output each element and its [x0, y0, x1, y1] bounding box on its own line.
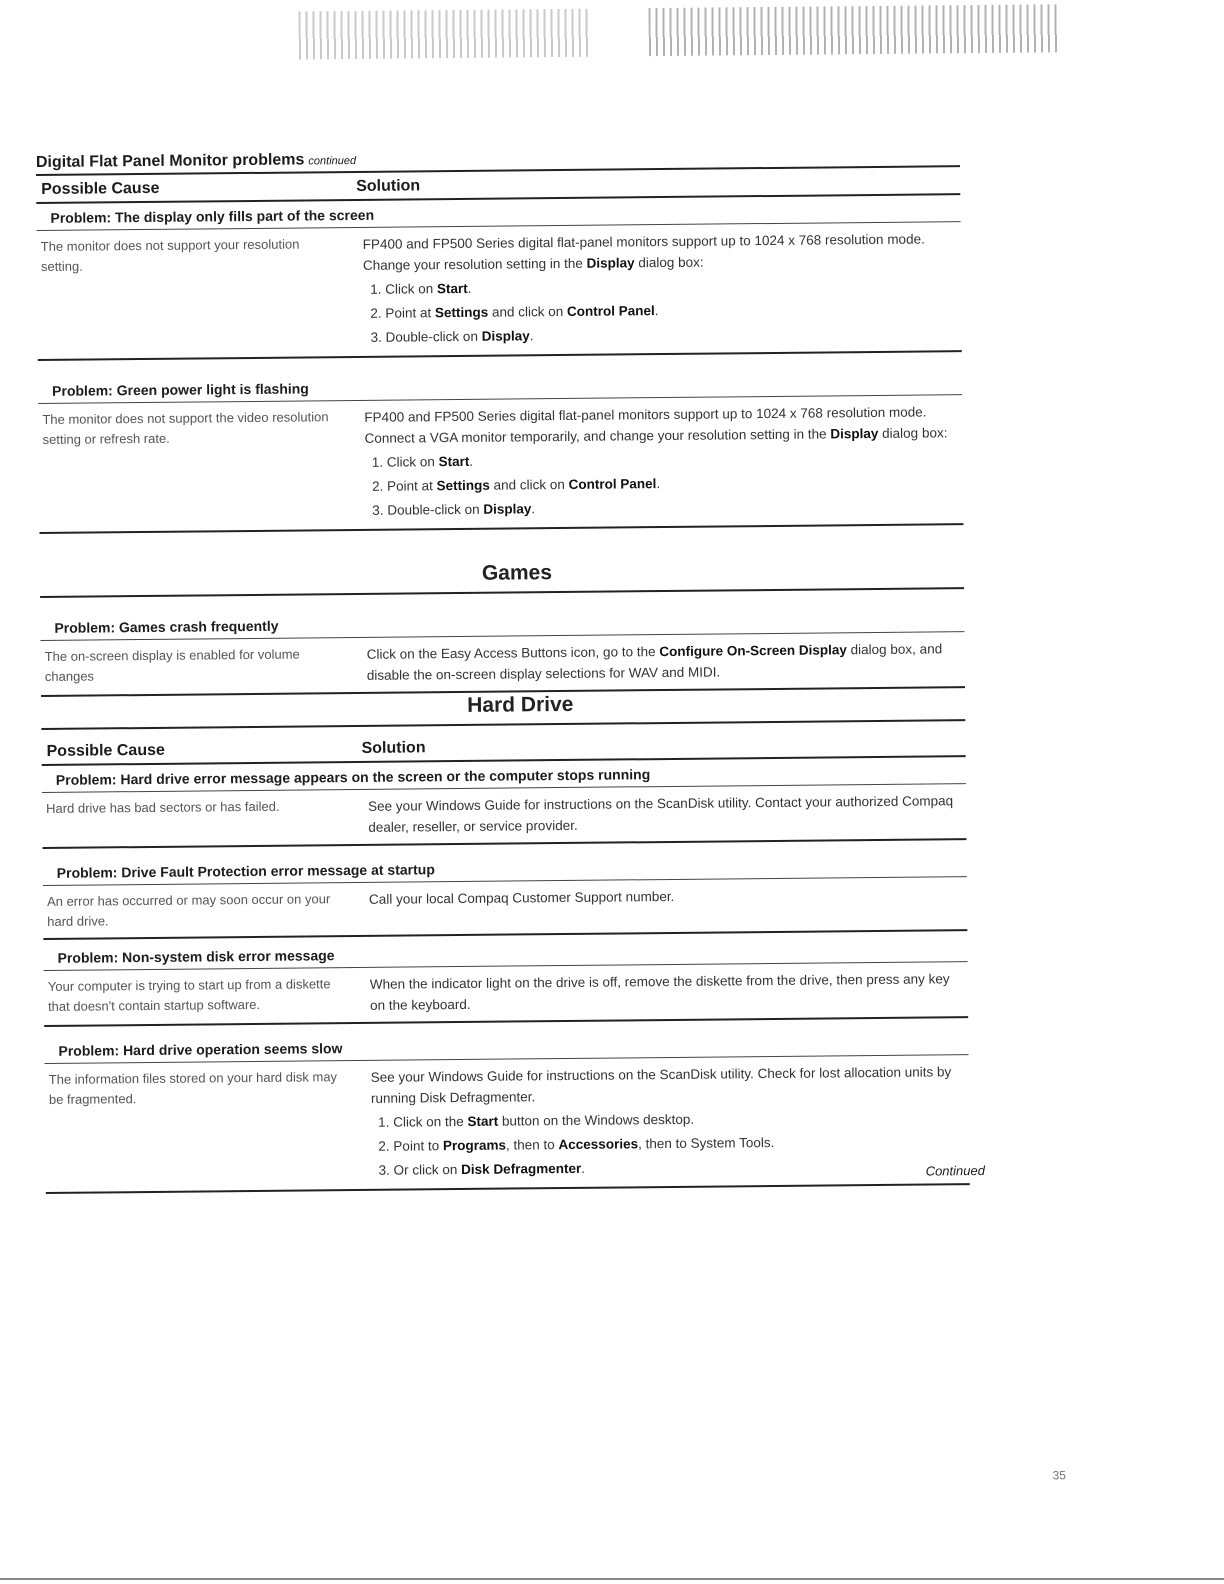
scan-noise — [648, 4, 1058, 56]
table-row — [42, 783, 967, 849]
list-item: 2. Point to Programs, then to Accessories, then to System Tools. — [393, 1129, 969, 1159]
monitor-section — [36, 141, 964, 534]
solution-text: See your Windows Guide for instructions on the ScanDisk utility. Contact your authorized Compaq dealer, reseller, or service provider. — [368, 793, 954, 835]
problem-heading: Problem: Drive Fault Protection error message at startup — [56, 861, 435, 881]
table-row — [38, 394, 963, 534]
problem-heading: Problem: Non-system disk error message — [57, 947, 335, 966]
hard-drive-section — [41, 729, 969, 1194]
table-row — [43, 876, 967, 940]
cause-text: Hard drive has bad sectors or has failed. — [46, 798, 280, 816]
solution-text: Click on the Easy Access Buttons icon, go to the Configure On-Screen Display dialog box, and disable the on-screen display selections for WAV and MIDI. — [366, 641, 943, 683]
divider — [41, 719, 965, 730]
column-header-solution: Solution — [356, 177, 421, 195]
cause-text: The on-screen display is enabled for volume changes — [44, 646, 300, 684]
continued-note: Continued — [925, 1162, 986, 1179]
divider — [40, 587, 964, 598]
list-item: 1. Click on the Start button on the Windows desktop. — [393, 1105, 969, 1135]
table-row — [37, 221, 962, 361]
page-number: 35 — [1052, 1468, 1067, 1483]
list-item: 3. Or click on Disk Defragmenter. — [394, 1153, 970, 1183]
column-header-cause: Possible Cause — [41, 179, 160, 198]
solution-steps — [363, 272, 962, 350]
solution-text: See your Windows Guide for instructions on the ScanDisk utility. Check for lost allocation units by running Disk Defragmenter. 1. Click on the Start button on the Windows desktop. 2. Point to Programs, then to Accessories, then to System Tools. 3. Or click on Disk Defragmenter. — [371, 1061, 970, 1183]
scan-noise — [298, 9, 588, 60]
hard-drive-heading: Hard Drive — [467, 692, 574, 717]
cause-text: An error has occurred or may soon occur on your hard drive. — [46, 891, 331, 929]
cause-text: The information files stored on your hard disk may be fragmented. — [48, 1069, 338, 1107]
problem-heading: Problem: Hard drive operation seems slow — [58, 1040, 343, 1059]
solution-steps — [371, 1105, 970, 1183]
list-item: 3. Double-click on Display. — [387, 493, 963, 523]
problem-heading: Problem: Games crash frequently — [54, 617, 279, 636]
list-item: 2. Point at Settings and click on Control Panel. — [385, 296, 961, 326]
bottom-rule — [0, 1578, 1224, 1580]
column-header-solution: Solution — [361, 739, 426, 757]
table-row — [45, 1054, 970, 1194]
solution-steps — [365, 445, 964, 523]
section-title: Digital Flat Panel Monitor problems continued — [35, 151, 357, 172]
cause-text: Your computer is trying to start up from a diskette that doesn't contain startup software. — [47, 976, 331, 1014]
problem-heading: Problem: The display only fills part of the screen — [50, 206, 375, 226]
table-row — [41, 631, 966, 697]
list-item: 1. Click on Start. — [387, 445, 963, 475]
games-heading: Games — [481, 561, 553, 585]
list-item: 1. Click on Start. — [385, 272, 961, 302]
cause-text: The monitor does not support the video resolution setting or refresh rate. — [42, 409, 329, 447]
solution-text: FP400 and FP500 Series digital flat-panel monitors support up to 1024 x 768 resolution mode. Connect a VGA monitor temporarily, and change your resolution setting in the Display dialog box: 1. Click on Start. 2. Point at Settings and click on Control Panel. 3. Double-click on Display. — [364, 401, 963, 523]
column-header-cause: Possible Cause — [46, 741, 165, 760]
list-item: 2. Point at Settings and click on Control Panel. — [387, 469, 963, 499]
solution-text: FP400 and FP500 Series digital flat-panel monitors support up to 1024 x 768 resolution mode. Change your resolution setting in the Display dialog box: 1. Click on Start. 2. Point at Settings and click on Control Panel. 3. Double-click on Display. — [363, 228, 962, 350]
cause-text: The monitor does not support your resolution setting. — [40, 236, 300, 274]
problem-heading: Problem: Green power light is flashing — [52, 380, 309, 399]
games-section — [40, 605, 965, 697]
problem-heading: Problem: Hard drive error message appears on the screen or the computer stops running — [55, 766, 651, 788]
table-row — [44, 961, 969, 1027]
list-item: 3. Double-click on Display. — [386, 320, 962, 350]
solution-text: When the indicator light on the drive is off, remove the diskette from the drive, then press any key on the keyboard. — [369, 971, 950, 1013]
solution-text: Call your local Compaq Customer Support number. — [368, 888, 675, 907]
